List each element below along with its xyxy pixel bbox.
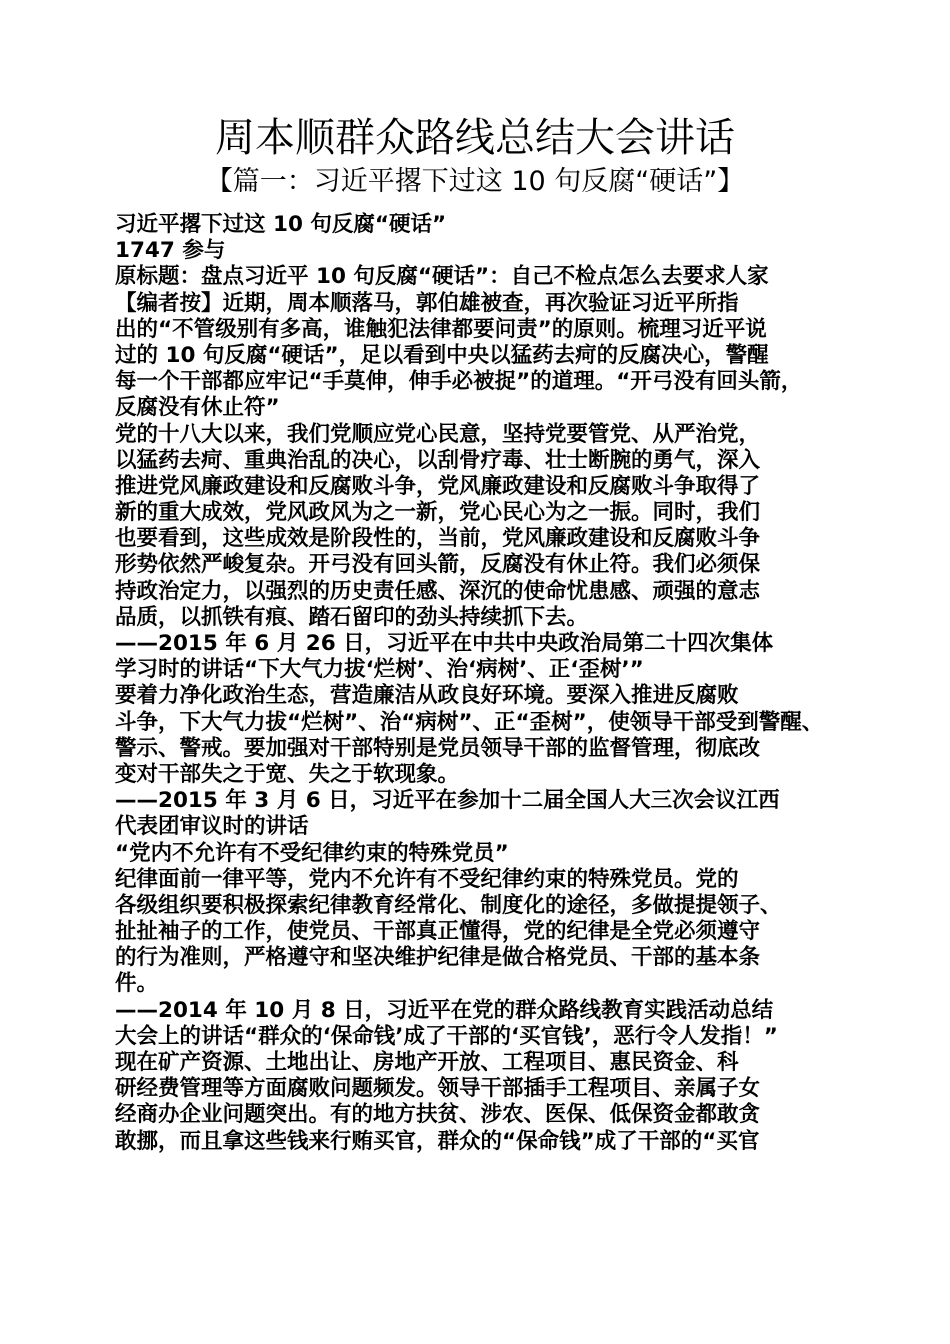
text-line: 扯扯袖子的工作，使党员、干部真正懂得，党的纪律是全党必须遵守 — [115, 919, 761, 945]
text-line: 原标题：盘点习近平 10 句反腐“硬话”：自己不检点怎么去要求人家 — [115, 264, 769, 290]
text-line: 新的重大成效，党风政风为之一新，党心民心为之一振。同时，我们 — [115, 500, 761, 526]
text-line: 敢挪，而且拿这些钱来行贿买官，群众的“保命钱”成了干部的“买官 — [115, 1128, 760, 1154]
document-subtitle: 【篇一：习近平撂下过这 10 句反腐“硬话”】 — [205, 166, 745, 197]
text-line: 纪律面前一律平等，党内不允许有不受纪律约束的特殊党员。党的 — [115, 866, 739, 892]
text-line: 要着力净化政治生态，营造廉洁从政良好环境。要深入推进反腐败 — [115, 683, 739, 709]
text-line: 【编者按】近期，周本顺落马，郭伯雄被查，再次验证习近平所指 — [115, 290, 739, 316]
text-line: 过的 10 句反腐“硬话”，足以看到中央以猛药去疴的反腐决心，警醒 — [115, 342, 769, 368]
document-body — [115, 212, 855, 1155]
text-line: 学习时的讲话“下大气力拔‘烂树’、治‘病树’、正‘歪树’” — [115, 657, 644, 683]
text-line: 各级组织要积极探索纪律教育经常化、制度化的途径，多做提提领子、 — [115, 892, 782, 918]
text-line: 代表团审议时的讲话 — [115, 814, 309, 840]
text-line: ——2015 年 3 月 6 日，习近平在参加十二届全国人大三次会议江西 — [115, 788, 780, 814]
text-line: 也要看到，这些成效是阶段性的，当前，党风廉政建设和反腐败斗争 — [115, 526, 761, 552]
text-line: 斗争，下大气力拔“烂树”、治“病树”、正“歪树”，使领导干部受到警醒、 — [115, 709, 824, 735]
text-line: 反腐没有休止符” — [115, 395, 280, 421]
text-line: 大会上的讲话“群众的‘保命钱’成了干部的‘买官钱’，恶行令人发指！” — [115, 1023, 778, 1049]
text-line: 变对干部失之于宽、失之于软现象。 — [115, 761, 460, 787]
text-line: 持政治定力，以强烈的历史责任感、深沉的使命忧患感、顽强的意志 — [115, 578, 761, 604]
text-line: 党的十八大以来，我们党顺应党心民意，坚持党要管党、从严治党， — [115, 421, 761, 447]
text-line: 的行为准则，严格遵守和坚决维护纪律是做合格党员、干部的基本条 — [115, 945, 761, 971]
text-line: ——2014 年 10 月 8 日，习近平在党的群众路线教育实践活动总结 — [115, 997, 774, 1023]
text-line: 以猛药去疴、重典治乱的决心，以刮骨疗毒、壮士断腕的勇气，深入 — [115, 447, 761, 473]
text-line: 研经费管理等方面腐败问题频发。领导干部插手工程项目、亲属子女 — [115, 1076, 761, 1102]
text-line: 每一个干部都应牢记“手莫伸，伸手必被捉”的道理。“开弓没有回头箭， — [115, 369, 803, 395]
text-line: 品质，以抓铁有痕、踏石留印的劲头持续抓下去。 — [115, 604, 589, 630]
document-title: 周本顺群众路线总结大会讲话 — [215, 115, 735, 161]
text-line: 警示、警戒。要加强对干部特别是党员领导干部的监督管理，彻底改 — [115, 735, 761, 761]
text-line: 推进党风廉政建设和反腐败斗争，党风廉政建设和反腐败斗争取得了 — [115, 473, 761, 499]
text-line: 现在矿产资源、土地出让、房地产开放、工程项目、惠民资金、科 — [115, 1050, 739, 1075]
text-line: 习近平撂下过这 10 句反腐“硬话” — [115, 212, 447, 237]
text-line: 出的“不管级别有多高，谁触犯法律都要问责”的原则。梳理习近平说 — [115, 316, 767, 342]
text-line: 1747 参与 — [115, 238, 226, 264]
text-line: 形势依然严峻复杂。开弓没有回头箭，反腐没有休止符。我们必须保 — [115, 552, 761, 578]
text-line: “党内不允许有不受纪律约束的特殊党员” — [115, 840, 509, 866]
text-line: ——2015 年 6 月 26 日，习近平在中共中央政治局第二十四次集体 — [115, 631, 774, 656]
text-line: 件。 — [115, 971, 159, 997]
text-line: 经商办企业问题突出。有的地方扶贫、涉农、医保、低保资金都敢贪 — [115, 1102, 761, 1128]
